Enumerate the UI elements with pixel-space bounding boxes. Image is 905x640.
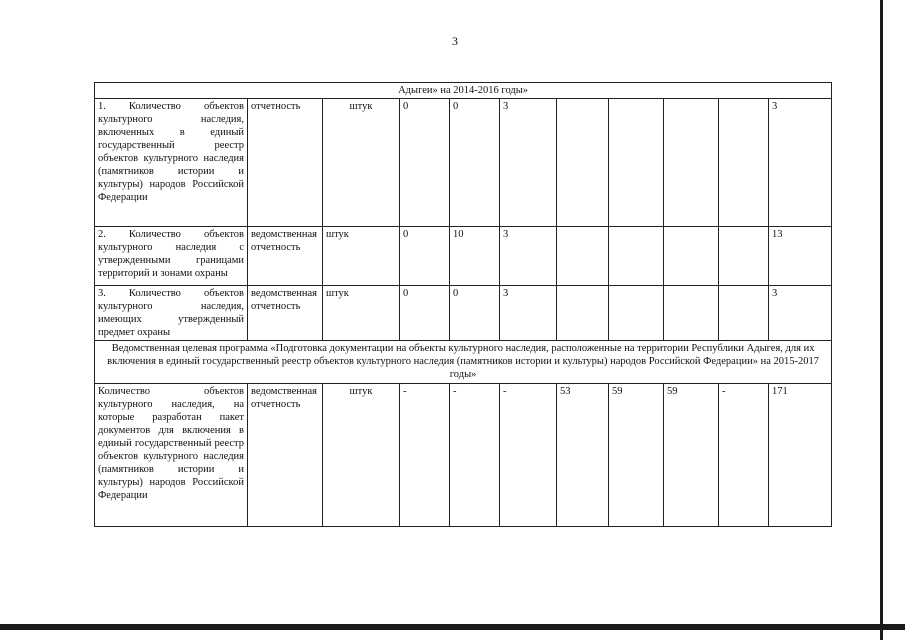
value-cell: 59 (609, 384, 664, 527)
value-cell: 3 (500, 227, 557, 286)
program-header-row (95, 341, 832, 384)
table-row (95, 99, 832, 227)
value-cell: - (500, 384, 557, 527)
value-cell (719, 227, 769, 286)
value-cell (609, 286, 664, 341)
source-cell: ведомственная отчетность (248, 286, 323, 341)
value-cell (664, 99, 719, 227)
total-cell: 171 (769, 384, 832, 527)
source-cell: ведомственная отчетность (248, 384, 323, 527)
value-cell: - (719, 384, 769, 527)
unit-cell: штук (323, 384, 400, 527)
value-cell: 3 (500, 99, 557, 227)
value-cell: - (400, 384, 450, 527)
source-cell: ведомственная отчетность (248, 227, 323, 286)
table-row (95, 286, 832, 341)
page-edge-right (880, 0, 883, 640)
page-edge-bottom (0, 624, 905, 630)
value-cell: - (450, 384, 500, 527)
value-cell (664, 227, 719, 286)
value-cell (664, 286, 719, 341)
unit-cell: штук (323, 227, 400, 286)
indicators-table (94, 82, 832, 527)
section-header-cell: Адыгеи» на 2014-2016 годы» (95, 83, 832, 99)
indicator-cell: 1. Количество объектов культурного наследия, включенных в единый государственный реестр объектов культурного наследия (памятников истории и культуры) народов Российской Федерации (95, 99, 248, 227)
page-number: 3 (452, 34, 458, 48)
total-cell: 13 (769, 227, 832, 286)
value-cell (557, 227, 609, 286)
value-cell (609, 99, 664, 227)
section-header-row (95, 83, 832, 99)
value-cell: 59 (664, 384, 719, 527)
value-cell: 0 (450, 99, 500, 227)
value-cell: 0 (400, 286, 450, 341)
value-cell (557, 286, 609, 341)
source-cell: отчетность (248, 99, 323, 227)
indicator-cell: 3. Количество объектов культурного наследия, имеющих утвержденный предмет охраны (95, 286, 248, 341)
unit-cell: штук (323, 286, 400, 341)
value-cell (609, 227, 664, 286)
value-cell (557, 99, 609, 227)
value-cell: 0 (400, 99, 450, 227)
indicator-cell: 2. Количество объектов культурного наследия с утвержденными границами территорий и зонами охраны (95, 227, 248, 286)
indicator-cell: Количество объектов культурного наследия, на которые разработан пакет документов для включения в единый государственный реестр объектов культурного наследия (памятников истории и культуры) народов Российской Федерации (95, 384, 248, 527)
unit-cell: штук (323, 99, 400, 227)
total-cell: 3 (769, 286, 832, 341)
value-cell: 0 (400, 227, 450, 286)
value-cell: 0 (450, 286, 500, 341)
table-row (95, 227, 832, 286)
value-cell (719, 99, 769, 227)
value-cell: 53 (557, 384, 609, 527)
total-cell: 3 (769, 99, 832, 227)
program-header-cell: Ведомственная целевая программа «Подготовка документации на объекты культурного наследия, расположенные на территории Республики Адыгея, для их включения в единый государственный реестр объектов культурного наследия (памятников истории и культуры) народов Российской Федерации» на 2015-2017 годы» (95, 341, 832, 384)
table-row (95, 384, 832, 527)
value-cell: 10 (450, 227, 500, 286)
value-cell (719, 286, 769, 341)
value-cell: 3 (500, 286, 557, 341)
